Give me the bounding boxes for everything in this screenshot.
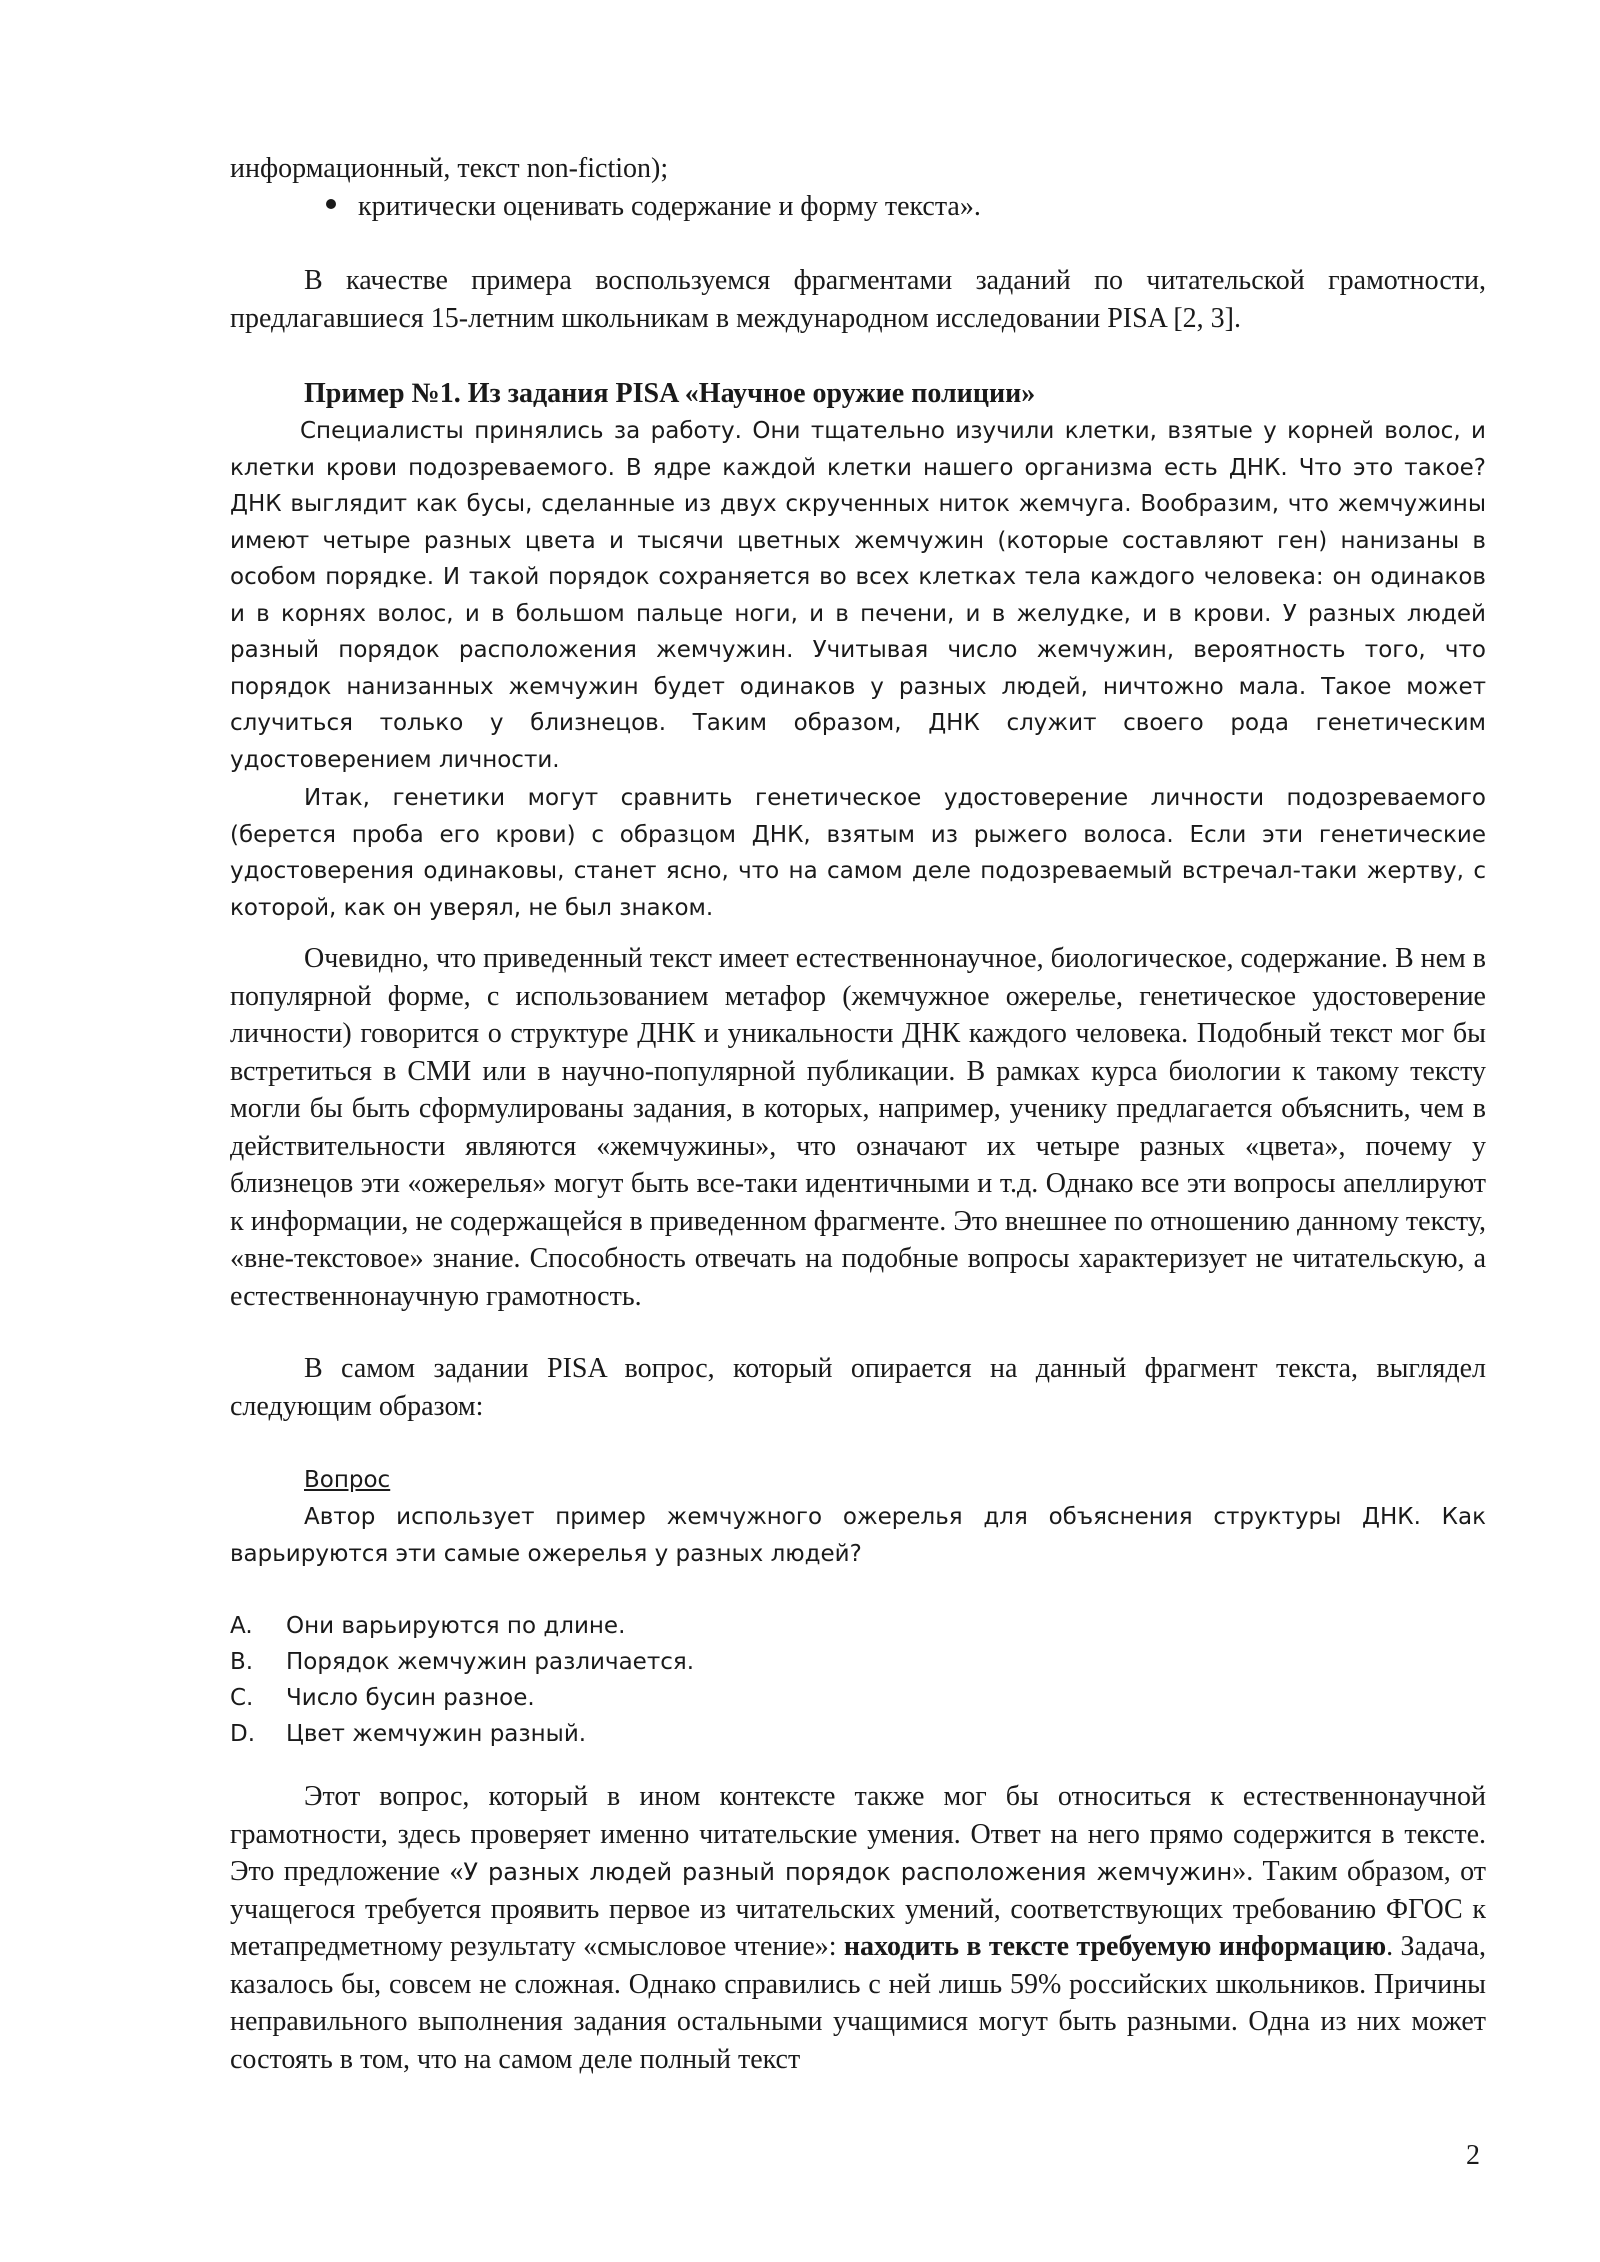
- conclusion-paragraph: [230, 1778, 1486, 2078]
- option-letter: C.: [230, 1685, 254, 1711]
- analysis-paragraph-2: В самом задании PISA вопрос, который опирается на данный фрагмент текста, выглядел следующим образом:: [230, 1353, 1486, 1422]
- intro-line: информационный, текст non-fiction);: [230, 153, 669, 184]
- question-text: Автор использует пример жемчужного ожерелья для объяснения структуры ДНК. Как варьируются эти самые ожерелья у разных людей?: [230, 1504, 1486, 1567]
- conclusion-quote: У разных людей разный порядок расположения жемчужин: [463, 1858, 1233, 1886]
- option-text: Цвет жемчужин разный.: [286, 1721, 587, 1747]
- example-quote-paragraph-1: Специалисты принялись за работу. Они тщательно изучили клетки, взятые у корней волос, и клетки крови подозреваемого. В ядре каждой клетки нашего организма есть ДНК. Что это такое? ДНК выглядит как бусы, сделанные из двух скрученных ниток жемчуга. Вообразим, что жемчужины имеют четыре разных цвета и тысячи цветных жемчужин (которые составляют ген) нанизаны в особом порядке. И такой порядок сохраняется во всех клетках тела каждого человека: он одинаков и в корнях волос, и в большом пальце ноги, и в печени, и в желудке, и в крови. У разных людей разный порядок расположения жемчужин. Учитывая число жемчужин, вероятность того, что порядок нанизанных жемчужин будет одинаков у разных людей, ничтожно мала. Такое может случиться только у близнецов. Таким образом, ДНК служит своего рода генетическим удостоверением личности.: [230, 418, 1486, 773]
- option-text: Число бусин разное.: [286, 1685, 535, 1711]
- analysis-paragraph-1: Очевидно, что приведенный текст имеет естественнонаучное, биологическое, содержание. В нем в популярной форме, с использованием метафор (жемчужное ожерелье, генетическое удостоверение личности) говорится о структуре ДНК и уникальности ДНК каждого человека. Подобный текст мог бы встретиться в СМИ или в научно-популярной публикации. В рамках курса биологии к такому тексту могли бы быть сформулированы задания, в которых, например, ученику предлагается объяснить, чем в действительности являются «жемчужины», что означают их четыре разных «цвета», почему у близнецов эти «ожерелья» могут быть все-таки идентичными и т.д. Однако все эти вопросы апеллируют к информации, не содержащейся в приведенном фрагменте. Это внешнее по отношению данному тексту, «вне-текстовое» знание. Способность отвечать на подобные вопросы характеризует не читательскую, а естественнонаучную грамотность.: [230, 943, 1486, 1312]
- conclusion-text-3: . Задача, казалось бы, совсем не сложная. Однако справились с ней лишь 59% российских школьников. Причины неправильного выполнения задания остальными учащимися могут быть разными. Одна из них может состоять в том, что на самом деле полный текст: [230, 1931, 1486, 2075]
- conclusion-text-1: Этот вопрос, который в ином контексте также мог бы относиться к естественнонаучной грамотности, здесь проверяет именно читательские умения. Ответ на него прямо содержится в тексте. Это предложение «: [230, 1781, 1486, 1887]
- conclusion-text-2: ». Таким образом, от учащегося требуется проявить первое из читательских умений, соответствующих требованию ФГОС к метапредметному результату «смысловое чтение»:: [230, 1856, 1487, 1962]
- bullet-item: критически оценивать содержание и форму текста».: [358, 191, 981, 222]
- option-text: Порядок жемчужин различается.: [286, 1649, 695, 1675]
- option-letter: A.: [230, 1613, 253, 1639]
- example-quote-paragraph-2: Итак, генетики могут сравнить генетическое удостоверение личности подозреваемого (берется проба его крови) с образцом ДНК, взятым из рыжего волоса. Если эти генетические удостоверения одинаковы, станет ясно, что на самом деле подозреваемый встречал-таки жертву, с которой, как он уверял, не был знаком.: [230, 785, 1486, 921]
- option-text: Они варьируются по длине.: [286, 1613, 626, 1639]
- option-letter: D.: [230, 1721, 256, 1747]
- example-heading: Пример №1. Из задания PISA «Научное оружие полиции»: [304, 378, 1036, 409]
- question-label: Вопрос: [304, 1467, 391, 1493]
- intro-paragraph: В качестве примера воспользуемся фрагментами заданий по читательской грамотности, предлагавшиеся 15-летним школьникам в международном исследовании PISA [2, 3].: [230, 265, 1486, 334]
- bullet-icon: [326, 199, 336, 209]
- option-letter: B.: [230, 1649, 254, 1675]
- page-number: 2: [1466, 2140, 1480, 2171]
- conclusion-bold-phrase: находить в тексте требуемую информацию: [843, 1931, 1387, 1962]
